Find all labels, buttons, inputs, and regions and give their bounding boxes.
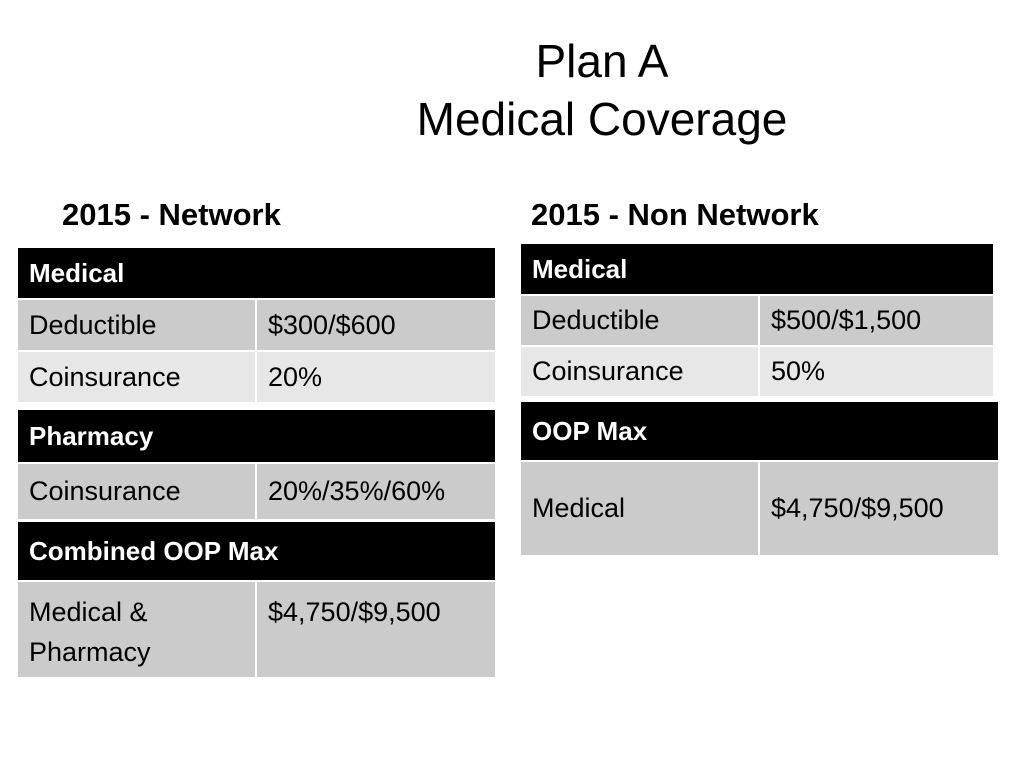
row-label bbox=[18, 582, 255, 677]
title-line-1: Plan A bbox=[535, 35, 669, 87]
network-pharmacy-table bbox=[18, 410, 495, 521]
network-heading: 2015 - Network bbox=[62, 197, 281, 232]
row-value: $500/$1,500 bbox=[760, 296, 993, 345]
row-value: 20%/35%/60% bbox=[257, 464, 495, 519]
row-value: 20% bbox=[257, 352, 495, 402]
network-combined-oop-header: Combined OOP Max bbox=[18, 522, 495, 580]
table-row bbox=[18, 352, 495, 402]
non-network-oop-header: OOP Max bbox=[521, 402, 998, 460]
row-label-line-1: Medical & bbox=[29, 597, 148, 627]
non-network-medical-header: Medical bbox=[521, 244, 993, 294]
row-label: Coinsurance bbox=[521, 347, 758, 396]
network-combined-oop-table bbox=[18, 522, 495, 679]
row-value: $300/$600 bbox=[257, 300, 495, 350]
row-label: Deductible bbox=[521, 296, 758, 345]
page-title bbox=[340, 32, 864, 148]
table-row bbox=[521, 462, 998, 555]
row-value: 50% bbox=[760, 347, 993, 396]
row-label: Deductible bbox=[18, 300, 255, 350]
non-network-oop-table bbox=[521, 402, 998, 557]
table-row bbox=[521, 296, 993, 345]
row-label: Coinsurance bbox=[18, 464, 255, 519]
row-value: $4,750/$9,500 bbox=[760, 462, 998, 555]
table-row bbox=[18, 300, 495, 350]
table-row bbox=[521, 347, 993, 396]
table-row bbox=[18, 464, 495, 519]
row-label-line-2: Pharmacy bbox=[29, 637, 151, 667]
row-label: Coinsurance bbox=[18, 352, 255, 402]
title-line-2: Medical Coverage bbox=[416, 93, 788, 145]
network-pharmacy-header: Pharmacy bbox=[18, 410, 495, 462]
row-label: Medical bbox=[521, 462, 758, 555]
non-network-medical-table bbox=[521, 244, 993, 398]
network-medical-table bbox=[18, 248, 495, 404]
network-medical-header: Medical bbox=[18, 248, 495, 298]
row-value: $4,750/$9,500 bbox=[257, 582, 495, 677]
non-network-heading: 2015 - Non Network bbox=[531, 197, 819, 232]
table-row bbox=[18, 582, 495, 677]
